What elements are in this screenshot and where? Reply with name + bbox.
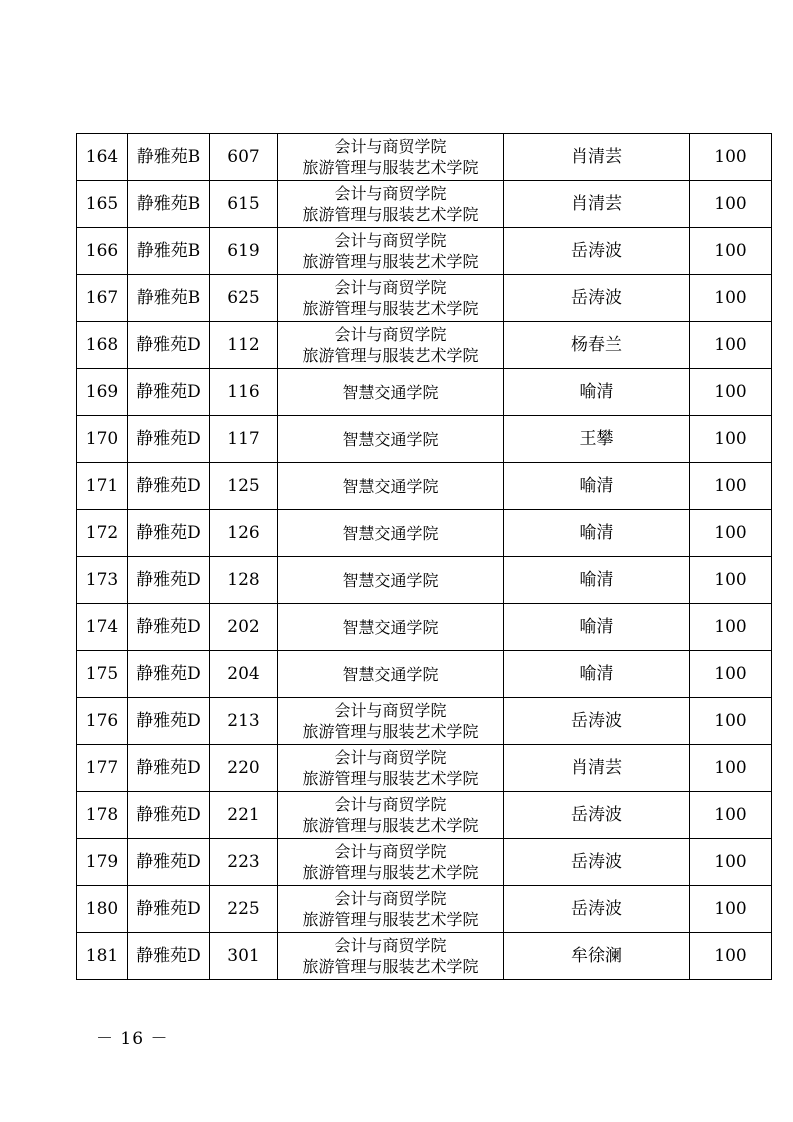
score-cell: 100 xyxy=(690,463,772,510)
person-in-charge-cell: 喻清 xyxy=(504,510,690,557)
building-cell: 静雅苑D xyxy=(128,557,210,604)
row-number-cell: 165 xyxy=(77,181,128,228)
college-name: 旅游管理与服装艺术学院 xyxy=(302,299,479,318)
college-cell xyxy=(278,839,504,886)
table-row xyxy=(77,886,772,933)
score-cell: 100 xyxy=(690,134,772,181)
score-cell: 100 xyxy=(690,886,772,933)
dorm-score-table-wrapper xyxy=(76,133,765,980)
college-name: 旅游管理与服装艺术学院 xyxy=(302,769,479,788)
college-cell xyxy=(278,651,504,698)
score-cell: 100 xyxy=(690,275,772,322)
table-row xyxy=(77,228,772,275)
person-in-charge-cell: 喻清 xyxy=(504,604,690,651)
room-number-cell: 220 xyxy=(210,745,278,792)
room-number-cell: 625 xyxy=(210,275,278,322)
college-name: 会计与商贸学院 xyxy=(334,231,447,250)
college-cell xyxy=(278,604,504,651)
college-name: 智慧交通学院 xyxy=(342,617,439,637)
college-cell xyxy=(278,510,504,557)
table-row xyxy=(77,557,772,604)
room-number-cell: 223 xyxy=(210,839,278,886)
college-name: 会计与商贸学院 xyxy=(334,748,447,767)
college-cell xyxy=(278,886,504,933)
college-name: 旅游管理与服装艺术学院 xyxy=(302,863,479,882)
college-name: 会计与商贸学院 xyxy=(334,795,447,814)
college-cell xyxy=(278,792,504,839)
college-cell xyxy=(278,557,504,604)
row-number-cell: 166 xyxy=(77,228,128,275)
building-cell: 静雅苑D xyxy=(128,416,210,463)
room-number-cell: 225 xyxy=(210,886,278,933)
college-name: 会计与商贸学院 xyxy=(334,842,447,861)
table-body xyxy=(77,134,772,980)
person-in-charge-cell: 喻清 xyxy=(504,651,690,698)
college-name: 智慧交通学院 xyxy=(342,476,439,496)
college-name: 智慧交通学院 xyxy=(342,429,439,449)
table-row xyxy=(77,651,772,698)
score-cell: 100 xyxy=(690,322,772,369)
row-number-cell: 168 xyxy=(77,322,128,369)
table-row xyxy=(77,510,772,557)
college-cell xyxy=(278,933,504,980)
table-row xyxy=(77,604,772,651)
room-number-cell: 301 xyxy=(210,933,278,980)
table-row xyxy=(77,839,772,886)
college-name: 会计与商贸学院 xyxy=(334,278,447,297)
score-cell: 100 xyxy=(690,651,772,698)
college-cell xyxy=(278,181,504,228)
person-in-charge-cell: 肖清芸 xyxy=(504,134,690,181)
college-name: 旅游管理与服装艺术学院 xyxy=(302,816,479,835)
college-name: 旅游管理与服装艺术学院 xyxy=(302,252,479,271)
room-number-cell: 221 xyxy=(210,792,278,839)
table-row xyxy=(77,792,772,839)
college-name: 会计与商贸学院 xyxy=(334,889,447,908)
person-in-charge-cell: 杨春兰 xyxy=(504,322,690,369)
room-number-cell: 128 xyxy=(210,557,278,604)
score-cell: 100 xyxy=(690,604,772,651)
building-cell: 静雅苑B xyxy=(128,181,210,228)
score-cell: 100 xyxy=(690,933,772,980)
row-number-cell: 177 xyxy=(77,745,128,792)
building-cell: 静雅苑B xyxy=(128,134,210,181)
table-row xyxy=(77,275,772,322)
college-name: 旅游管理与服装艺术学院 xyxy=(302,722,479,741)
score-cell: 100 xyxy=(690,792,772,839)
score-cell: 100 xyxy=(690,416,772,463)
college-cell xyxy=(278,463,504,510)
room-number-cell: 213 xyxy=(210,698,278,745)
person-in-charge-cell: 岳涛波 xyxy=(504,886,690,933)
room-number-cell: 202 xyxy=(210,604,278,651)
row-number-cell: 179 xyxy=(77,839,128,886)
building-cell: 静雅苑D xyxy=(128,933,210,980)
building-cell: 静雅苑B xyxy=(128,228,210,275)
building-cell: 静雅苑D xyxy=(128,369,210,416)
person-in-charge-cell: 牟徐澜 xyxy=(504,933,690,980)
room-number-cell: 117 xyxy=(210,416,278,463)
college-cell xyxy=(278,416,504,463)
row-number-cell: 174 xyxy=(77,604,128,651)
building-cell: 静雅苑D xyxy=(128,839,210,886)
person-in-charge-cell: 喻清 xyxy=(504,463,690,510)
table-row xyxy=(77,698,772,745)
row-number-cell: 180 xyxy=(77,886,128,933)
table-row xyxy=(77,416,772,463)
score-cell: 100 xyxy=(690,369,772,416)
table-row xyxy=(77,463,772,510)
row-number-cell: 176 xyxy=(77,698,128,745)
college-name: 会计与商贸学院 xyxy=(334,325,447,344)
college-name: 会计与商贸学院 xyxy=(334,701,447,720)
college-name: 会计与商贸学院 xyxy=(334,184,447,203)
college-name: 智慧交通学院 xyxy=(342,523,439,543)
college-name: 智慧交通学院 xyxy=(342,382,439,402)
room-number-cell: 619 xyxy=(210,228,278,275)
dorm-score-table xyxy=(76,133,772,980)
row-number-cell: 172 xyxy=(77,510,128,557)
building-cell: 静雅苑D xyxy=(128,510,210,557)
table-row xyxy=(77,933,772,980)
college-cell xyxy=(278,228,504,275)
table-row xyxy=(77,322,772,369)
room-number-cell: 607 xyxy=(210,134,278,181)
room-number-cell: 204 xyxy=(210,651,278,698)
room-number-cell: 112 xyxy=(210,322,278,369)
college-cell xyxy=(278,322,504,369)
row-number-cell: 169 xyxy=(77,369,128,416)
person-in-charge-cell: 岳涛波 xyxy=(504,228,690,275)
row-number-cell: 175 xyxy=(77,651,128,698)
score-cell: 100 xyxy=(690,839,772,886)
person-in-charge-cell: 岳涛波 xyxy=(504,698,690,745)
person-in-charge-cell: 喻清 xyxy=(504,369,690,416)
building-cell: 静雅苑D xyxy=(128,604,210,651)
table-row xyxy=(77,369,772,416)
row-number-cell: 173 xyxy=(77,557,128,604)
college-cell xyxy=(278,745,504,792)
person-in-charge-cell: 喻清 xyxy=(504,557,690,604)
table-row xyxy=(77,181,772,228)
college-name: 旅游管理与服装艺术学院 xyxy=(302,910,479,929)
person-in-charge-cell: 岳涛波 xyxy=(504,839,690,886)
person-in-charge-cell: 肖清芸 xyxy=(504,745,690,792)
college-name: 旅游管理与服装艺术学院 xyxy=(302,346,479,365)
row-number-cell: 181 xyxy=(77,933,128,980)
college-name: 旅游管理与服装艺术学院 xyxy=(302,957,479,976)
score-cell: 100 xyxy=(690,698,772,745)
row-number-cell: 170 xyxy=(77,416,128,463)
row-number-cell: 164 xyxy=(77,134,128,181)
building-cell: 静雅苑D xyxy=(128,651,210,698)
college-name: 智慧交通学院 xyxy=(342,570,439,590)
building-cell: 静雅苑D xyxy=(128,745,210,792)
person-in-charge-cell: 岳涛波 xyxy=(504,792,690,839)
table-row xyxy=(77,134,772,181)
row-number-cell: 178 xyxy=(77,792,128,839)
score-cell: 100 xyxy=(690,745,772,792)
row-number-cell: 167 xyxy=(77,275,128,322)
college-cell xyxy=(278,134,504,181)
person-in-charge-cell: 王攀 xyxy=(504,416,690,463)
person-in-charge-cell: 肖清芸 xyxy=(504,181,690,228)
building-cell: 静雅苑D xyxy=(128,463,210,510)
building-cell: 静雅苑D xyxy=(128,698,210,745)
college-name: 旅游管理与服装艺术学院 xyxy=(302,158,479,177)
score-cell: 100 xyxy=(690,228,772,275)
college-name: 会计与商贸学院 xyxy=(334,936,447,955)
room-number-cell: 125 xyxy=(210,463,278,510)
page-number: － 16 － xyxy=(96,1029,169,1049)
building-cell: 静雅苑D xyxy=(128,322,210,369)
college-name: 会计与商贸学院 xyxy=(334,137,447,156)
college-cell xyxy=(278,698,504,745)
college-name: 智慧交通学院 xyxy=(342,664,439,684)
room-number-cell: 116 xyxy=(210,369,278,416)
score-cell: 100 xyxy=(690,557,772,604)
score-cell: 100 xyxy=(690,510,772,557)
building-cell: 静雅苑D xyxy=(128,886,210,933)
score-cell: 100 xyxy=(690,181,772,228)
building-cell: 静雅苑B xyxy=(128,275,210,322)
room-number-cell: 126 xyxy=(210,510,278,557)
room-number-cell: 615 xyxy=(210,181,278,228)
building-cell: 静雅苑D xyxy=(128,792,210,839)
person-in-charge-cell: 岳涛波 xyxy=(504,275,690,322)
row-number-cell: 171 xyxy=(77,463,128,510)
college-cell xyxy=(278,275,504,322)
college-name: 旅游管理与服装艺术学院 xyxy=(302,205,479,224)
table-row xyxy=(77,745,772,792)
college-cell xyxy=(278,369,504,416)
